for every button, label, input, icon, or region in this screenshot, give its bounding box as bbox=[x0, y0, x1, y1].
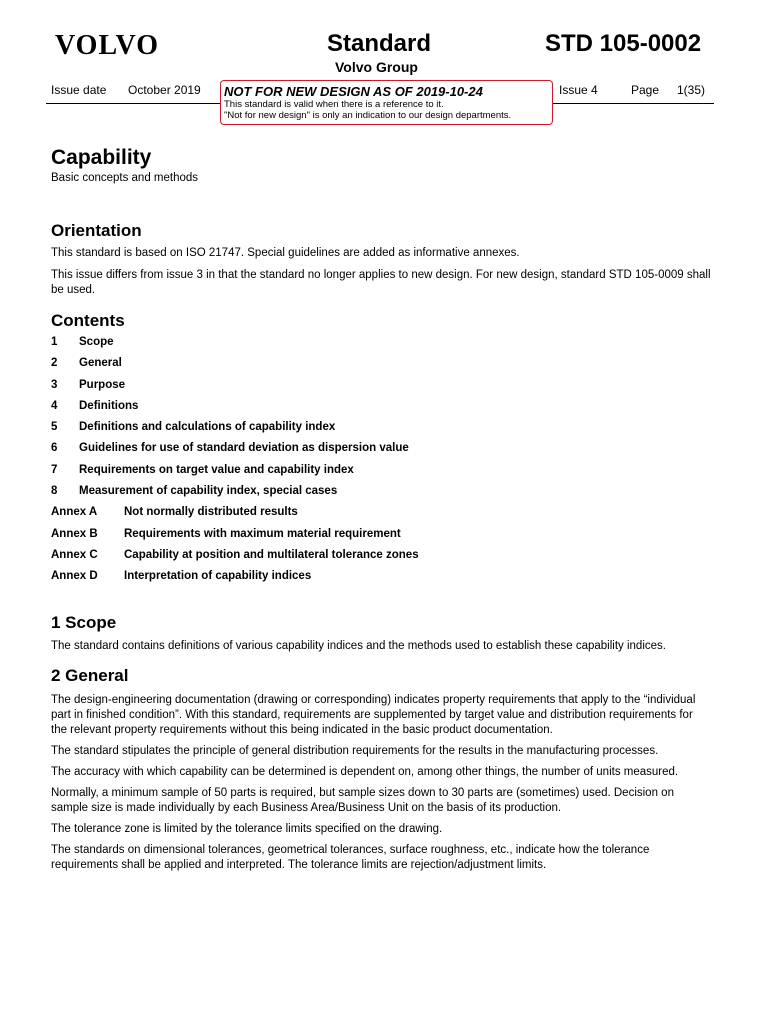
toc-entry bbox=[51, 336, 711, 357]
toc-entry-number: Annex A bbox=[51, 506, 98, 519]
scope-heading: 1 Scope bbox=[51, 612, 117, 632]
toc-entry bbox=[51, 442, 711, 463]
toc-entry-number: 6 bbox=[51, 442, 58, 455]
issue-date: October 2019 bbox=[128, 83, 201, 97]
toc-entry-number: 3 bbox=[51, 378, 58, 391]
toc-entry-title: Definitions and calculations of capability index bbox=[79, 421, 336, 434]
general-paragraph-5: The tolerance zone is limited by the tolerance limits specified on the drawing. bbox=[51, 822, 443, 835]
doc-number: STD 105-0002 bbox=[545, 30, 702, 57]
toc-entry-title: Interpretation of capability indices bbox=[124, 570, 312, 583]
general-paragraph-4: Normally, a minimum sample of 50 parts is required, but sample sizes down to 30 parts are (sometimes) used. Decision on sample size is made individually by each Business Area/Business Unit on the basis of its production. bbox=[51, 786, 674, 814]
general-paragraph-1: The design-engineering documentation (drawing or corresponding) indicates property requirements that apply to the “individual part in finished condition”. With this standard, requirements are supplemented by target value and distribution requirements for the relevant property requirements without this being indicated in the basic product documentation. bbox=[51, 693, 696, 736]
toc-entry bbox=[51, 421, 711, 442]
toc-entry-number: 7 bbox=[51, 463, 58, 476]
general-paragraph-3: The accuracy with which capability can be determined is dependent on, among other things, the number of units measured. bbox=[51, 765, 679, 778]
document-title: Capability bbox=[51, 146, 152, 169]
notice-title: NOT FOR NEW DESIGN AS OF 2019-10-24 bbox=[224, 84, 483, 99]
organization: Volvo Group bbox=[335, 59, 418, 75]
general-heading: 2 General bbox=[51, 665, 129, 685]
toc-entry bbox=[51, 485, 711, 506]
toc-entry-number: 2 bbox=[51, 357, 58, 370]
issue-date-label: Issue date bbox=[51, 83, 107, 97]
orientation-paragraph-1: This standard is based on ISO 21747. Special guidelines are added as informative annexes. bbox=[51, 247, 520, 259]
page-number: 1(35) bbox=[677, 83, 706, 97]
toc-entry-title: Scope bbox=[79, 336, 114, 348]
notice-line-2: "Not for new design" is only an indication to our design departments. bbox=[224, 110, 512, 121]
general-paragraph-6: The standards on dimensional tolerances, geometrical tolerances, surface roughness, etc., indicate how the tolerance requirements shall be applied and interpreted. The tolerance limits are rejection/adjustment limits. bbox=[51, 843, 650, 871]
document-subtitle: Basic concepts and methods bbox=[51, 172, 199, 184]
toc-entry-title: Definitions bbox=[79, 399, 139, 412]
toc-entry-number: 1 bbox=[51, 336, 58, 348]
toc-entry-number: 5 bbox=[51, 421, 58, 434]
toc-entry-title: Guidelines for use of standard deviation as dispersion value bbox=[79, 442, 409, 455]
toc-entry bbox=[51, 570, 711, 591]
toc-entry bbox=[51, 379, 711, 400]
toc-entry-title: Purpose bbox=[79, 378, 126, 391]
issue-number: Issue 4 bbox=[559, 83, 598, 97]
toc-entry bbox=[51, 464, 711, 485]
toc-entry bbox=[51, 506, 711, 527]
not-for-new-design-notice bbox=[220, 80, 553, 125]
toc-entry bbox=[51, 549, 711, 570]
toc-entry-number: 4 bbox=[51, 399, 58, 412]
toc-entry-title: Not normally distributed results bbox=[124, 506, 298, 519]
contents-heading: Contents bbox=[51, 311, 125, 330]
table-of-contents bbox=[51, 336, 711, 592]
document-body bbox=[51, 145, 711, 873]
orientation-paragraph-2: This issue differs from issue 3 in that the standard no longer applies to new design. For new design, standard STD 105-0009 shall be used. bbox=[51, 269, 711, 296]
general-paragraph-2: The standard stipulates the principle of general distribution requirements for the results in the manufacturing processes. bbox=[51, 744, 659, 757]
toc-entry-number: Annex B bbox=[51, 527, 98, 540]
orientation-heading: Orientation bbox=[51, 221, 142, 240]
volvo-logo: VOLVO bbox=[55, 30, 159, 61]
toc-entry-number: 8 bbox=[51, 485, 58, 498]
toc-entry bbox=[51, 357, 711, 378]
notice-line-1: This standard is valid when there is a reference to it. bbox=[224, 99, 444, 110]
scope-paragraph: The standard contains definitions of various capability indices and the methods used to establish these capability indices. bbox=[51, 639, 666, 652]
toc-entry-title: Requirements with maximum material requirement bbox=[124, 527, 401, 540]
toc-entry-title: Capability at position and multilateral tolerance zones bbox=[124, 548, 419, 561]
toc-entry bbox=[51, 528, 711, 549]
toc-entry-number: Annex D bbox=[51, 570, 98, 583]
toc-entry-title: Requirements on target value and capability index bbox=[79, 463, 354, 476]
toc-entry-title: Measurement of capability index, special cases bbox=[79, 485, 338, 498]
toc-entry bbox=[51, 400, 711, 421]
page-label: Page bbox=[631, 83, 660, 97]
doc-type: Standard bbox=[327, 30, 432, 57]
toc-entry-title: General bbox=[79, 357, 122, 370]
toc-entry-number: Annex C bbox=[51, 548, 98, 561]
